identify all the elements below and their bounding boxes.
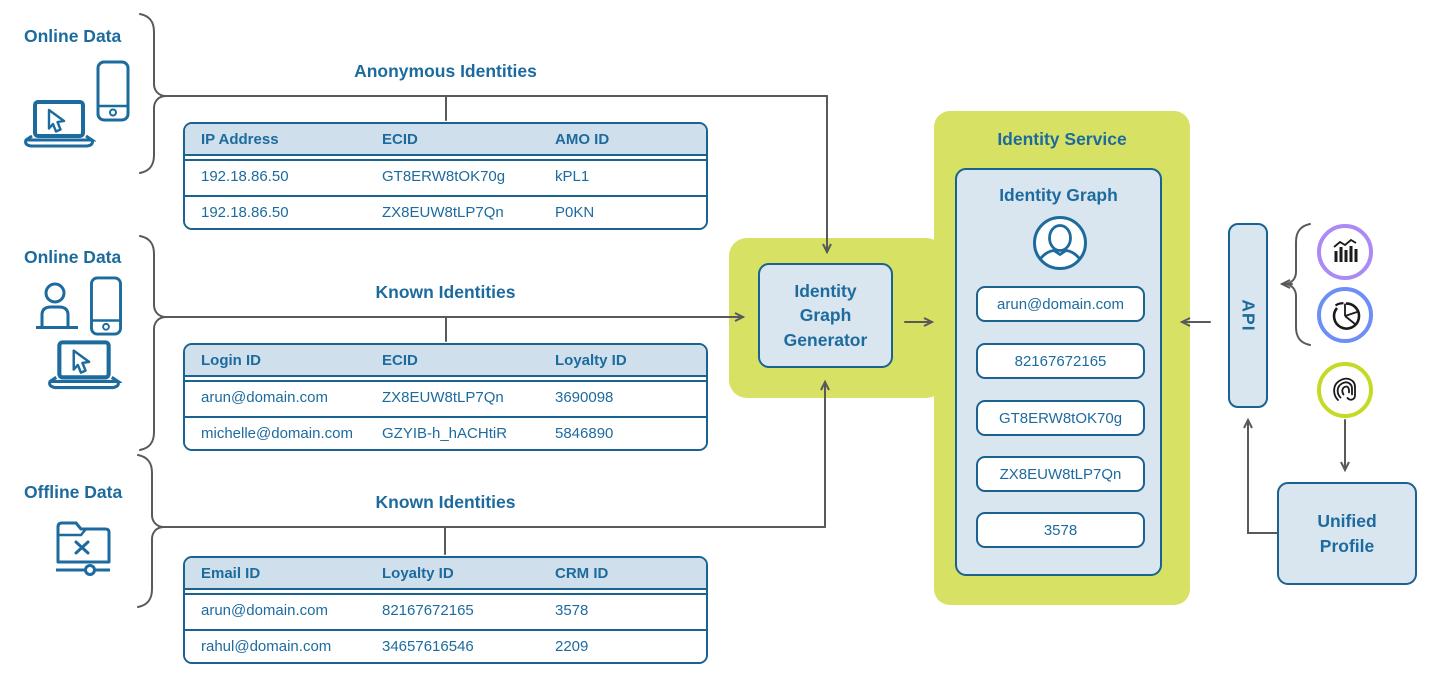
table-row: rahul@domain.com 34657616546 2209 bbox=[185, 629, 706, 662]
identity-chip: 82167672165 bbox=[976, 343, 1145, 379]
source-label-online-1: Online Data bbox=[24, 26, 122, 46]
known-identities-table-online bbox=[183, 343, 708, 451]
smartphone-icon bbox=[88, 276, 124, 336]
column-header: ECID bbox=[382, 130, 418, 148]
brace-online-2 bbox=[140, 236, 166, 450]
column-header: Email ID bbox=[201, 564, 261, 582]
column-header: CRM ID bbox=[555, 564, 609, 582]
unified-profile-label: Unified Profile bbox=[1317, 511, 1377, 556]
laptop-cursor-icon bbox=[22, 100, 96, 150]
api-label: API bbox=[1238, 299, 1259, 332]
identity-chip: ZX8EUW8tLP7Qn bbox=[976, 456, 1145, 492]
group-title-known-2: Known Identities bbox=[375, 492, 516, 512]
column-header: Loyalty ID bbox=[555, 351, 627, 369]
person-icon bbox=[34, 282, 80, 334]
group-title-known-1: Known Identities bbox=[375, 282, 516, 302]
person-avatar-icon bbox=[1031, 214, 1089, 277]
table-row: 192.18.86.50 GT8ERW8tOK70g kPL1 bbox=[185, 159, 706, 192]
pie-chart-icon bbox=[1317, 287, 1373, 343]
column-header: IP Address bbox=[201, 130, 279, 148]
table-row: michelle@domain.com GZYIB-h_hACHtiR 5846890 bbox=[185, 416, 706, 449]
source-label-offline: Offline Data bbox=[24, 482, 123, 502]
source-label-online-2: Online Data bbox=[24, 247, 122, 267]
table-header-row bbox=[185, 124, 706, 156]
column-header: Login ID bbox=[201, 351, 261, 369]
table-row: 192.18.86.50 ZX8EUW8tLP7Qn P0KN bbox=[185, 195, 706, 228]
brace-online-1 bbox=[140, 14, 166, 173]
bar-chart-icon bbox=[1317, 224, 1373, 280]
column-header: AMO ID bbox=[555, 130, 610, 148]
group-title-anonymous: Anonymous Identities bbox=[354, 61, 537, 81]
anonymous-identities-table bbox=[183, 122, 708, 230]
column-header: Loyalty ID bbox=[382, 564, 454, 582]
unified-profile-box bbox=[1277, 482, 1417, 585]
identity-graph-box bbox=[955, 168, 1162, 576]
profile-logo-icon bbox=[1317, 362, 1373, 418]
table-header-row bbox=[185, 558, 706, 590]
laptop-cursor-icon bbox=[46, 340, 122, 392]
table-row: arun@domain.com 82167672165 3578 bbox=[185, 593, 706, 626]
brace-consumers bbox=[1284, 224, 1310, 345]
identity-graph-generator-box bbox=[758, 263, 893, 368]
offline-folder-icon bbox=[52, 514, 114, 580]
known-identities-table-offline bbox=[183, 556, 708, 664]
api-box bbox=[1228, 223, 1268, 408]
identity-chip: GT8ERW8tOK70g bbox=[976, 400, 1145, 436]
identity-service-title: Identity Service bbox=[997, 129, 1127, 149]
table-row: arun@domain.com ZX8EUW8tLP7Qn 3690098 bbox=[185, 380, 706, 413]
smartphone-icon bbox=[96, 60, 130, 122]
table-header-row bbox=[185, 345, 706, 377]
identity-graph-generator-label: Identity Graph Generator bbox=[783, 280, 868, 350]
identity-chip: arun@domain.com bbox=[976, 286, 1145, 322]
column-header: ECID bbox=[382, 351, 418, 369]
identity-chip: 3578 bbox=[976, 512, 1145, 548]
brace-offline bbox=[138, 455, 164, 607]
identity-graph-title: Identity Graph bbox=[999, 185, 1118, 205]
